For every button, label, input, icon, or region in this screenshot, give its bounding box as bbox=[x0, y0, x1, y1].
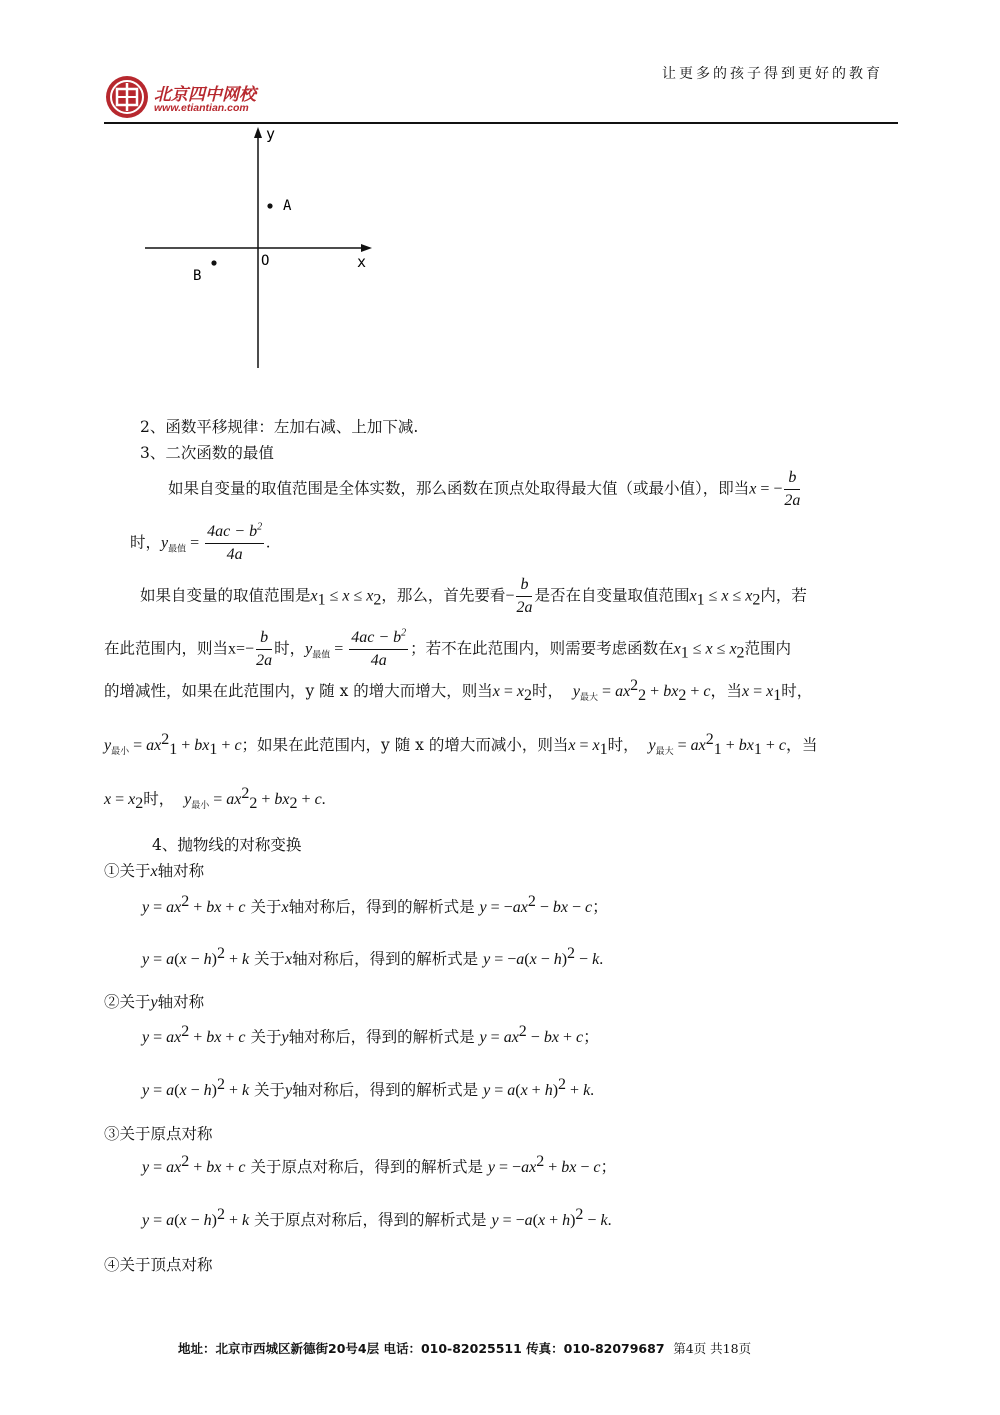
section2-heading: 2、函数平移规律：左加右减、上加下减. bbox=[140, 418, 419, 436]
sub1-line2: $y = a(x - h)^2 + k$ 关于x轴对称后，得到的解析式是 $y = -a(x - h)^2 - k$. bbox=[142, 944, 604, 968]
x-axis-label: x bbox=[357, 253, 367, 271]
sub2-heading: ②关于y轴对称 bbox=[104, 993, 205, 1011]
section3-line5: 的增减性，如果在此范围内，y 随 x 的增大而增大，则当$x = x_2$时， $y_{最大} = ax^2_2 + bx_2 + c$，当$x = x_1$时， bbox=[104, 676, 813, 705]
logo-url: www.etiantian.com bbox=[154, 102, 249, 114]
section3-heading: 3、二次函数的最值 bbox=[140, 444, 274, 462]
footer-page: 第4页 共18页 bbox=[673, 1341, 752, 1356]
sub2-line1: $y = ax^2$ + bx + c 关于y轴对称后，得到的解析式是 $y = ax^2$ − bx + c； bbox=[142, 1022, 600, 1046]
point-a-label: A bbox=[283, 198, 292, 214]
header-divider bbox=[104, 122, 898, 124]
x-axis-arrow-icon bbox=[361, 244, 372, 252]
section3-line1: 如果自变量的取值范围是全体实数，那么函数在顶点处取得最大值（或最小值），即当x = − $\frac{b}{2a}$ bbox=[168, 469, 801, 509]
section3-line3: 如果自变量的取值范围是$x_1 \le x \le x_2$，那么，首先要看− $\frac{b}{2a}$ 是否在自变量取值范围$x_1 \le x \le x_2$内，若 bbox=[140, 576, 807, 616]
y-axis-label: y bbox=[266, 125, 276, 143]
coordinate-figure bbox=[140, 125, 390, 375]
section3-line4: 在此范围内，则当x=− $\frac{b}{2a}$ 时，$y_{最值}$ = $\frac{4ac - b^2}{4a}$ ；若不在此范围内，则需要考虑函数在$x_1 \le x \le x_2$范围内 bbox=[104, 627, 792, 669]
point-b-label: B bbox=[193, 268, 202, 284]
sub2-line2: $y = a(x - h)^2 + k$ 关于y轴对称后，得到的解析式是 $y = a(x + h)^2 + k$. bbox=[142, 1075, 595, 1099]
section4-heading: 4、抛物线的对称变换 bbox=[152, 836, 302, 854]
section3-line6: $y_{最小} = ax^2_1 + bx_1 + c$；如果在此范围内，y 随 x 的增大而减小，则当$x = x_1$时， $y_{最大} = ax^2_1 + bx_1 + c$，当 bbox=[104, 730, 818, 759]
sub3-line1: $y = ax^2$ + bx + c 关于原点对称后，得到的解析式是 $y = -ax^2$ + bx − c； bbox=[142, 1152, 617, 1176]
sub1-line1: $y = ax^2$ + bx + c 关于x轴对称后，得到的解析式是 $y = -ax^2$ − bx − c； bbox=[142, 892, 609, 916]
header-slogan: 让更多的孩子得到更好的教育 bbox=[662, 66, 883, 82]
point-a-dot bbox=[267, 203, 272, 208]
section3-line7: $x = x_2$时， $y_{最小} = ax^2_2 + bx_2 + c$. bbox=[104, 784, 326, 813]
sub1-heading: ①关于x轴对称 bbox=[104, 862, 205, 880]
sub3-line2: $y = a(x - h)^2 + k$ 关于原点对称后，得到的解析式是 $y = -a(x + h)^2 - k$. bbox=[142, 1205, 612, 1229]
section3-line2: 时，$y_{最值}$ = $\frac{4ac - b^2}{4a}$ . bbox=[130, 521, 271, 563]
origin-label: O bbox=[261, 253, 270, 269]
y-axis-arrow-icon bbox=[254, 127, 262, 138]
point-b-dot bbox=[211, 260, 216, 265]
logo-brand: 北京四中网校 bbox=[154, 85, 256, 105]
logo-emblem-icon bbox=[104, 74, 150, 120]
logo bbox=[104, 74, 284, 120]
footer-address: 地址：北京市西城区新德街20号4层 电话：010-82025511 传真：010-82079687 bbox=[178, 1341, 665, 1356]
sub3-heading: ③关于原点对称 bbox=[104, 1125, 213, 1143]
footer bbox=[178, 1339, 751, 1357]
sub4-heading: ④关于顶点对称 bbox=[104, 1256, 213, 1274]
